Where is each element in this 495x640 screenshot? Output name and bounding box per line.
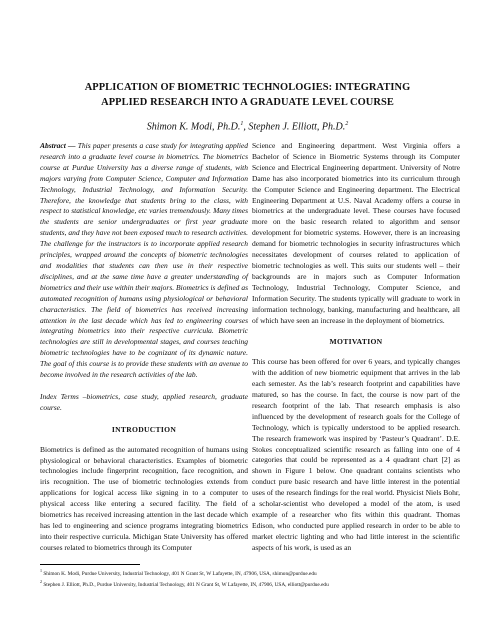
right-paragraph-2: This course has been offered for over 6 years, and typically changes with the addition of new biometric equipment that arrives in the lab each semester. As the lab’s research footprint and capabilities have matured, so has the course. In fact, the course is now part of the research footprint of the lab. That research emphasis is also influenced by the development of research goals for the College of Technology, which is typically understood to be applied research. The research framework was inspired by ‘Pasteur’s Quadrant’. D.E. Stokes conceptualized scientific research as falling into one of 4 categories that could be represented as a 4 quadrant chart [2] as shown in Figure 1 below. One quadrant contains scientists who conduct pure basic research and have little interest in the potential uses of the research findings for the real world. Physicist Niels Bohr, a scholar-scientist who developed a model of the atom, is used example of a researcher who fits within this quadrant. Thomas Edison, who conducted pure applied research in order to be able to market electric lighting and who had little interest in the scientific aspects of his work, is used as an [252,357,460,552]
left-column [40,141,248,554]
paper-title [20,80,475,110]
introduction-text: Biometrics is defined as the automated recognition of humans using physiological or behavioral characteristics. Examples of biometric technologies include fingerprint recognition, face recognition, and iris recognition. The use of biometric technologies extends from applications for logical access like signing in to a computer to physical access like entering a secured facility. The field of biometrics has received increasing attention in the last decade which has led to engineering and science programs integrating biometrics into their respective curricula. Michigan State University has offered courses related to biometrics through its Computer [40,444,248,552]
author-2-footnote-mark: 2 [345,121,349,127]
abstract-text: This paper presents a case study for integrating applied research into a graduate level course in biometrics. The biometrics course at Purdue University has a diverse range of students, with majors varying from Computer Science, Computer and Information Technology, Industrial Technology, and Information Security. Therefore, the knowledge that students bring to the class, with respect to statistical knowledge, etc varies tremendously. Many times the students are senior undergraduates or first year graduate students, and they have not been exposed much to research activities. The challenge for the instructors is to incorporate applied research principles, wrapped around the concepts of biometric technologies and modalities that students can then use in their respective disciplines, and at the same time have a greater understanding of biometrics and their use within their majors. Biometrics is defined as automated recognition of humans using physiological or behavioral characteristics. The field of biometrics has received increasing attention in the last decade which has led to engineering courses integrating biometrics into their respective curricula. Biometric technologies are still in developmental stages, and courses teaching biometric technologies have to be cognizant of its dynamic nature. The goal of this course is to provide these students with an avenue to become involved in the research activities of the lab. [40,141,248,380]
footnote-rule [40,564,140,565]
right-paragraph-1: Science and Engineering department. West Virginia offers a Bachelor of Science in Biometric Systems through its Computer Science and Electrical Engineering department. University of Notre Dame has also incorporated biometrics into its curriculum through the Computer Science and Engineering department. The Electrical Engineering Department at U.S. Naval Academy offers a course in biometrics at the undergraduate level. These courses have focused more on the basic research related to algorithm and sensor development for biometric systems. However, there is an increasing demand for biometric technologies in security infrastructures which necessitates development of courses related to application of biometric technologies as well. This suits our students well – their backgrounds are in majors such as Computer Information Technology, Industrial Technology, Computer Science, and Information Security. The students typically will graduate to work in information technology, banking, manufacturing and healthcare, all of which have seen an increase in the deployment of biometrics. [252,141,460,325]
footnote-2 [40,578,470,589]
introduction-heading: INTRODUCTION [111,424,177,434]
motivation-heading: MOTIVATION [329,337,383,347]
author-2: Stephen J. Elliott, Ph.D. [248,121,346,133]
title-line-1: APPLICATION OF BIOMETRIC TECHNOLOGIES: INTEGRATING [84,82,411,93]
footnote-1-text: Shimon K. Modi, Purdue University, Industrial Technology, 401 N Grant St, W Lafayette, IN, 47906, USA, shimon@purdue.edu [42,570,317,577]
footnote-2-text: Stephen J. Elliott, Ph.D., Purdue University, Industrial Technology, 401 N Grant St, W Lafayette, IN, 47906, USA, elliott@purdue.edu [42,581,329,588]
right-column [252,141,460,554]
author-line [20,118,475,133]
footnote-1 [40,567,470,578]
footnote-1-mark: 1 [40,568,42,573]
author-1-footnote-mark: 1 [240,121,244,127]
index-terms: Index Terms –biometrics, case study, applied research, graduate course. [40,391,248,412]
author-separator: , [243,121,249,133]
abstract-label: Abstract — [40,141,76,150]
abstract [40,141,248,381]
footnotes [40,567,470,589]
footnote-2-mark: 2 [40,578,42,584]
author-1: Shimon K. Modi, Ph.D. [146,121,241,133]
title-line-2: APPLIED RESEARCH INTO A GRADUATE LEVEL COURSE [101,97,394,108]
